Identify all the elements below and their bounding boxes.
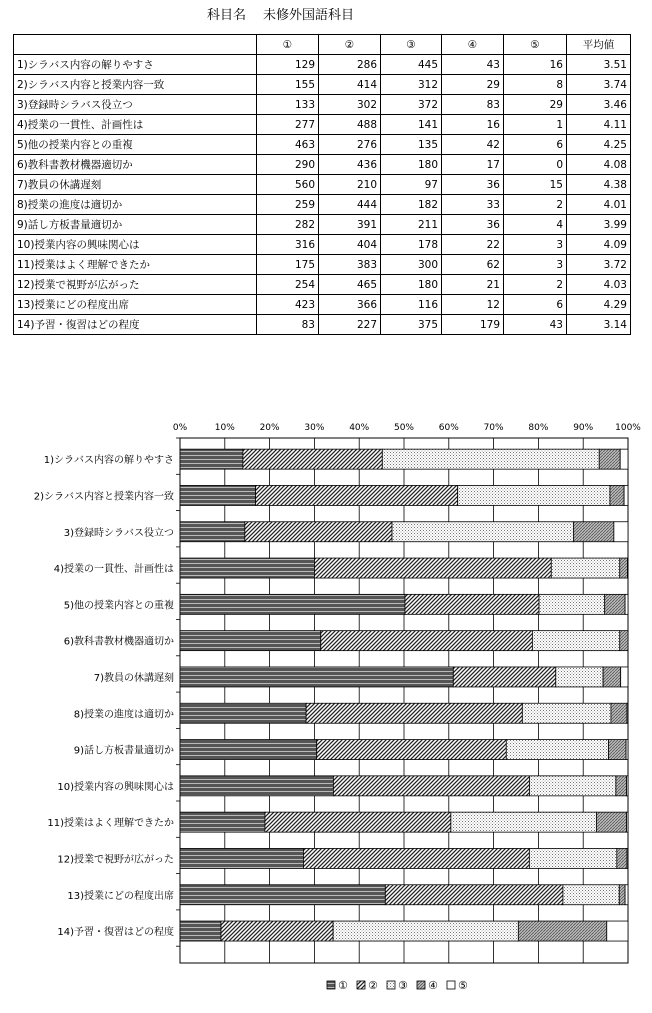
- bar-segment-4: [620, 631, 628, 651]
- legend-label: ①: [338, 979, 348, 992]
- bar-segment-4: [605, 594, 625, 614]
- count-cell: 62: [442, 255, 504, 275]
- category-label: 6)教科書教材機器適切か: [63, 636, 174, 648]
- category-label: 3)登録時シラバス役立つ: [63, 527, 174, 539]
- table-header-cell: [14, 35, 257, 55]
- category-label: 5)他の授業内容との重複: [63, 600, 174, 612]
- category-label: 2)シラバス内容と授業内容一致: [33, 491, 174, 503]
- bar-segment-3: [451, 812, 597, 832]
- average-cell: 3.99: [567, 215, 631, 235]
- count-cell: 29: [504, 95, 567, 115]
- bar-segment-2: [314, 558, 551, 578]
- x-tick-label: 80%: [528, 423, 549, 433]
- table-row: [14, 55, 631, 75]
- bar-segment-1: [180, 558, 314, 578]
- bar-segment-2: [245, 522, 392, 542]
- count-cell: 1: [504, 115, 567, 135]
- average-cell: 4.03: [567, 275, 631, 295]
- question-cell: 8)授業の進度は適切か: [14, 195, 257, 215]
- count-cell: 375: [381, 315, 442, 335]
- bar-segment-1: [180, 812, 265, 832]
- bar-segment-3: [382, 449, 599, 469]
- question-cell: 9)話し方板書量適切か: [14, 215, 257, 235]
- count-cell: 436: [319, 155, 381, 175]
- bar-segment-2: [303, 848, 529, 868]
- category-label: 7)教員の休講遅刻: [93, 672, 174, 684]
- average-cell: 3.51: [567, 55, 631, 75]
- count-cell: 36: [442, 215, 504, 235]
- count-cell: 178: [381, 235, 442, 255]
- category-label: 9)話し方板書量適切か: [73, 745, 174, 757]
- count-cell: 282: [257, 215, 319, 235]
- table-row: [14, 135, 631, 155]
- bar-segment-5: [627, 776, 628, 796]
- category-label: 8)授業の進度は適切か: [73, 709, 174, 721]
- bar-segment-3: [529, 776, 615, 796]
- table-row: [14, 235, 631, 255]
- category-label: 1)シラバス内容の解りやすさ: [43, 455, 174, 467]
- subject-label: 科目名: [207, 8, 247, 23]
- count-cell: 3: [504, 255, 567, 275]
- table-header-row: [14, 35, 631, 55]
- count-cell: 290: [257, 155, 319, 175]
- question-cell: 11)授業はよく理解できたか: [14, 255, 257, 275]
- bar-segment-1: [180, 449, 243, 469]
- average-cell: 4.11: [567, 115, 631, 135]
- bar-segment-2: [405, 594, 539, 614]
- bar-segment-5: [625, 594, 628, 614]
- bar-segment-1: [180, 703, 306, 723]
- x-tick-label: 90%: [573, 423, 594, 433]
- question-cell: 5)他の授業内容との重複: [14, 135, 257, 155]
- count-cell: 254: [257, 275, 319, 295]
- count-cell: 560: [257, 175, 319, 195]
- table-header-cell: ②: [319, 35, 381, 55]
- count-cell: 180: [381, 275, 442, 295]
- bar-segment-4: [603, 667, 621, 687]
- table-row: [14, 95, 631, 115]
- count-cell: 83: [257, 315, 319, 335]
- question-cell: 10)授業内容の興味関心は: [14, 235, 257, 255]
- bar-segment-2: [265, 812, 451, 832]
- count-cell: 33: [442, 195, 504, 215]
- category-label: 10)授業内容の興味関心は: [57, 781, 174, 793]
- subject-value: 未修外国語科目: [263, 8, 355, 23]
- count-cell: 182: [381, 195, 442, 215]
- x-tick-label: 50%: [393, 423, 415, 433]
- legend-label: ③: [398, 979, 408, 992]
- count-cell: 383: [319, 255, 381, 275]
- stacked-bar-chart: [0, 410, 652, 1013]
- legend-label: ⑤: [458, 979, 468, 992]
- count-cell: 316: [257, 235, 319, 255]
- bar-segment-4: [596, 812, 626, 832]
- x-tick-label: 40%: [349, 423, 370, 433]
- count-cell: 15: [504, 175, 567, 195]
- count-cell: 16: [442, 115, 504, 135]
- table-header-cell: ⑤: [504, 35, 567, 55]
- bar-segment-1: [180, 776, 333, 796]
- bar-segment-4: [610, 485, 624, 505]
- table-row: [14, 295, 631, 315]
- legend-swatch: [447, 981, 455, 989]
- count-cell: 414: [319, 75, 381, 95]
- count-cell: 135: [381, 135, 442, 155]
- count-cell: 16: [504, 55, 567, 75]
- count-cell: 286: [319, 55, 381, 75]
- bar-segment-1: [180, 522, 245, 542]
- count-cell: 259: [257, 195, 319, 215]
- count-cell: 155: [257, 75, 319, 95]
- count-cell: 3: [504, 235, 567, 255]
- bar-segment-4: [611, 703, 627, 723]
- count-cell: 83: [442, 95, 504, 115]
- count-cell: 6: [504, 295, 567, 315]
- count-cell: 276: [319, 135, 381, 155]
- table-header-cell: ③: [381, 35, 442, 55]
- category-label: 14)予習・復習はどの程度: [57, 927, 174, 939]
- count-cell: 97: [381, 175, 442, 195]
- x-tick-label: 60%: [438, 423, 459, 433]
- bar-segment-1: [180, 848, 303, 868]
- x-tick-label: 100%: [615, 423, 641, 433]
- average-cell: 4.25: [567, 135, 631, 155]
- count-cell: 488: [319, 115, 381, 135]
- bar-segment-4: [518, 921, 606, 941]
- average-cell: 4.01: [567, 195, 631, 215]
- count-cell: 116: [381, 295, 442, 315]
- bar-segment-2: [221, 921, 333, 941]
- count-cell: 2: [504, 195, 567, 215]
- bar-segment-5: [627, 703, 628, 723]
- bar-segment-1: [180, 594, 405, 614]
- table-row: [14, 315, 631, 335]
- count-cell: 445: [381, 55, 442, 75]
- count-cell: 43: [504, 315, 567, 335]
- bar-segment-5: [614, 522, 628, 542]
- count-cell: 21: [442, 275, 504, 295]
- bar-segment-3: [522, 703, 611, 723]
- bar-segment-2: [321, 631, 533, 651]
- question-cell: 2)シラバス内容と授業内容一致: [14, 75, 257, 95]
- legend-label: ④: [428, 979, 438, 992]
- bar-segment-5: [621, 667, 628, 687]
- question-cell: 3)登録時シラバス役立つ: [14, 95, 257, 115]
- table-header-cell: 平均値: [567, 35, 631, 55]
- count-cell: 180: [381, 155, 442, 175]
- count-cell: 6: [504, 135, 567, 155]
- table-row: [14, 115, 631, 135]
- x-tick-label: 20%: [259, 423, 280, 433]
- bar-segment-4: [599, 449, 620, 469]
- average-cell: 3.72: [567, 255, 631, 275]
- count-cell: 210: [319, 175, 381, 195]
- bar-segment-3: [563, 885, 619, 905]
- count-cell: 227: [319, 315, 381, 335]
- count-cell: 42: [442, 135, 504, 155]
- bar-segment-3: [506, 740, 608, 760]
- table-row: [14, 195, 631, 215]
- question-cell: 1)シラバス内容の解りやすさ: [14, 55, 257, 75]
- table-row: [14, 255, 631, 275]
- count-cell: 22: [442, 235, 504, 255]
- legend-swatch: [387, 981, 395, 989]
- bar-segment-2: [256, 485, 458, 505]
- count-cell: 2: [504, 275, 567, 295]
- question-cell: 13)授業にどの程度出席: [14, 295, 257, 315]
- bar-segment-1: [180, 885, 385, 905]
- count-cell: 423: [257, 295, 319, 315]
- bar-segment-5: [620, 449, 628, 469]
- bar-segment-5: [626, 740, 628, 760]
- bar-segment-5: [627, 848, 628, 868]
- average-cell: 4.38: [567, 175, 631, 195]
- bar-segment-4: [573, 522, 613, 542]
- count-cell: 404: [319, 235, 381, 255]
- legend-swatch: [417, 981, 425, 989]
- table-row: [14, 275, 631, 295]
- bar-segment-1: [180, 667, 453, 687]
- bar-segment-5: [627, 812, 628, 832]
- count-cell: 17: [442, 155, 504, 175]
- bar-segment-3: [532, 631, 619, 651]
- bar-segment-2: [317, 740, 507, 760]
- count-cell: 129: [257, 55, 319, 75]
- count-cell: 36: [442, 175, 504, 195]
- bar-segment-5: [607, 921, 628, 941]
- count-cell: 300: [381, 255, 442, 275]
- table-row: [14, 175, 631, 195]
- count-cell: 372: [381, 95, 442, 115]
- bar-segment-3: [529, 848, 616, 868]
- category-label: 13)授業にどの程度出席: [67, 890, 174, 902]
- bar-segment-4: [616, 776, 627, 796]
- bar-segment-2: [385, 885, 563, 905]
- bar-segment-4: [617, 848, 627, 868]
- bar-segment-2: [333, 776, 529, 796]
- count-cell: 366: [319, 295, 381, 315]
- bar-segment-1: [180, 631, 321, 651]
- bar-segment-4: [620, 558, 628, 578]
- x-tick-label: 30%: [304, 423, 325, 433]
- count-cell: 312: [381, 75, 442, 95]
- category-label: 12)授業で視野が広がった: [57, 854, 174, 866]
- average-cell: 4.29: [567, 295, 631, 315]
- table-header-cell: ④: [442, 35, 504, 55]
- average-cell: 4.08: [567, 155, 631, 175]
- question-cell: 6)教科書教材機器適切か: [14, 155, 257, 175]
- bar-segment-4: [609, 740, 626, 760]
- bar-segment-4: [619, 885, 625, 905]
- bar-segment-1: [180, 921, 221, 941]
- bar-segment-3: [458, 485, 610, 505]
- count-cell: 43: [442, 55, 504, 75]
- count-cell: 12: [442, 295, 504, 315]
- average-cell: 3.46: [567, 95, 631, 115]
- count-cell: 133: [257, 95, 319, 115]
- bar-segment-2: [243, 449, 382, 469]
- count-cell: 277: [257, 115, 319, 135]
- count-cell: 175: [257, 255, 319, 275]
- legend-label: ②: [368, 979, 378, 992]
- subject-header: [0, 4, 652, 24]
- average-cell: 4.09: [567, 235, 631, 255]
- table-row: [14, 155, 631, 175]
- table-row: [14, 75, 631, 95]
- question-cell: 4)授業の一貫性、計画性は: [14, 115, 257, 135]
- bar-segment-3: [392, 522, 573, 542]
- count-cell: 211: [381, 215, 442, 235]
- count-cell: 4: [504, 215, 567, 235]
- count-cell: 141: [381, 115, 442, 135]
- bar-segment-3: [539, 594, 605, 614]
- bar-segment-5: [625, 885, 628, 905]
- bar-segment-3: [333, 921, 518, 941]
- count-cell: 179: [442, 315, 504, 335]
- bar-segment-2: [306, 703, 522, 723]
- count-cell: 465: [319, 275, 381, 295]
- count-cell: 444: [319, 195, 381, 215]
- question-cell: 7)教員の休講遅刻: [14, 175, 257, 195]
- count-cell: 391: [319, 215, 381, 235]
- results-table: [13, 34, 631, 335]
- bar-segment-5: [624, 485, 628, 505]
- table-header-cell: ①: [257, 35, 319, 55]
- bar-segment-3: [556, 667, 603, 687]
- category-label: 11)授業はよく理解できたか: [47, 818, 174, 830]
- bar-segment-2: [453, 667, 555, 687]
- count-cell: 463: [257, 135, 319, 155]
- average-cell: 3.14: [567, 315, 631, 335]
- x-tick-label: 70%: [483, 423, 504, 433]
- category-label: 4)授業の一貫性、計画性は: [53, 564, 174, 576]
- count-cell: 302: [319, 95, 381, 115]
- count-cell: 29: [442, 75, 504, 95]
- count-cell: 0: [504, 155, 567, 175]
- count-cell: 8: [504, 75, 567, 95]
- bar-segment-1: [180, 740, 317, 760]
- legend-swatch: [357, 981, 365, 989]
- bar-segment-3: [551, 558, 619, 578]
- question-cell: 14)予習・復習はどの程度: [14, 315, 257, 335]
- question-cell: 12)授業で視野が広がった: [14, 275, 257, 295]
- bar-segment-1: [180, 485, 256, 505]
- table-row: [14, 215, 631, 235]
- x-tick-label: 10%: [214, 423, 235, 433]
- average-cell: 3.74: [567, 75, 631, 95]
- legend-swatch: [327, 981, 335, 989]
- x-tick-label: 0%: [172, 423, 188, 433]
